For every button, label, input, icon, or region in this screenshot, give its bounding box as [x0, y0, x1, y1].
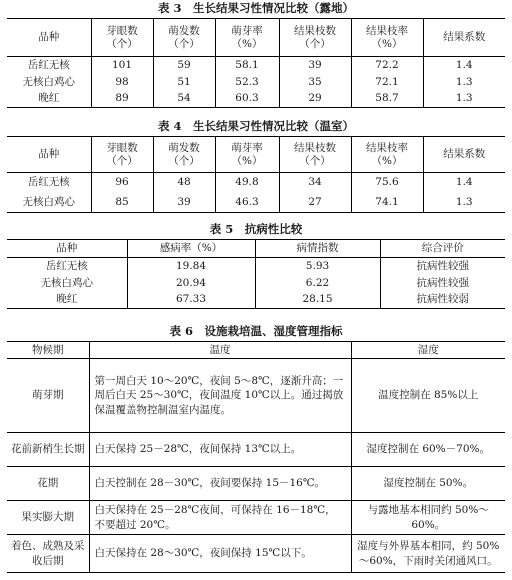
table6-cell: 白天保持在 25－28℃夜间，可保持在 16－18℃，不要超过 20℃。 — [89, 501, 351, 535]
table3-cell: 29 — [279, 91, 351, 108]
table-row — [7, 467, 505, 501]
table6-cell: 花期 — [7, 467, 89, 501]
table4-header-cell: 结果系数 — [423, 137, 505, 173]
table4-cell: 74.1 — [351, 193, 423, 213]
table6-cell: 温度控制在 85%以上 — [351, 359, 505, 433]
table6-cell: 萌芽期 — [7, 359, 89, 433]
table6-cell: 与露地基本相同约 50%～60%。 — [351, 501, 505, 535]
table4-cell: 96 — [91, 173, 153, 193]
table-row — [7, 193, 505, 213]
table-row — [7, 173, 505, 193]
table-row — [7, 74, 505, 91]
table6-cell: 湿度控制在 60%－70%。 — [351, 433, 505, 467]
table5-cell: 19.84 — [127, 258, 255, 275]
table3-cell: 89 — [91, 91, 153, 108]
table5-header-cell: 品种 — [7, 240, 127, 258]
table4-cell: 39 — [153, 193, 215, 213]
table5-cell: 抗病性较弱 — [380, 292, 505, 309]
table3-header-cell: 结果枝率 （%） — [351, 19, 423, 57]
table6-caption: 表 6 设施栽培温、湿度管理指标 — [169, 324, 343, 338]
table5-cell: 67.33 — [127, 292, 255, 309]
table4-header-cell: 品种 — [7, 137, 91, 173]
table6-cell: 白天控制在 28－30℃，夜间要保持 15－16℃。 — [89, 467, 351, 501]
table3-cell: 98 — [91, 74, 153, 91]
table3-cell: 58.1 — [215, 57, 279, 74]
table3-caption: 表 3 生长结果习性情况比较（露地） — [157, 1, 354, 15]
table5-header-cell: 病情指数 — [255, 240, 380, 258]
table5-header-cell: 感病率（%） — [127, 240, 255, 258]
table4 — [7, 136, 505, 213]
table3-cell: 无核白鸡心 — [22, 75, 75, 88]
table3-cell: 59 — [153, 57, 215, 74]
table3-header-cell: 结果系数 — [423, 19, 505, 57]
table3-cell: 岳红无核 — [27, 58, 70, 71]
table3-cell: 1.3 — [423, 74, 505, 91]
table3-cell: 101 — [91, 57, 153, 74]
table6-cell: 果实膨大期 — [7, 501, 89, 535]
table-row — [7, 535, 505, 573]
table4-header-row — [7, 137, 505, 173]
table4-cell: 85 — [91, 193, 153, 213]
table4-cell: 49.8 — [215, 173, 279, 193]
table5-caption: 表 5 抗病性比较 — [209, 222, 303, 236]
table5-cell: 6.22 — [255, 275, 380, 292]
table-row — [7, 501, 505, 535]
table6-cell: 白天保持在 28～30℃，夜间保持 15℃以下。 — [89, 535, 351, 573]
table3-header-cell: 萌芽率 （%） — [215, 19, 279, 57]
table4-caption: 表 4 生长结果习性情况比较（温室） — [157, 119, 354, 133]
table-row — [7, 359, 505, 433]
table5-cell: 抗病性较强 — [380, 275, 505, 292]
table3-cell: 晚红 — [7, 91, 91, 108]
table4-cell: 46.3 — [215, 193, 279, 213]
table5-cell: 28.15 — [255, 292, 380, 309]
table5-cell: 5.93 — [255, 258, 380, 275]
table3-cell: 54 — [153, 91, 215, 108]
table6-cell: 湿度控制在 50%。 — [351, 467, 505, 501]
table6-cell: 湿度与外界基本相同，约 50%～60%，下雨时关闭通风口。 — [351, 535, 505, 573]
table4-header-cell: 芽眼数 （个） — [91, 137, 153, 173]
table3-cell: 72.2 — [351, 57, 423, 74]
table4-cell: 1.3 — [423, 193, 505, 213]
table6-header-cell: 湿度 — [351, 342, 505, 359]
table3 — [7, 18, 505, 108]
table5-cell: 抗病性较强 — [380, 258, 505, 275]
table4-cell: 无核白鸡心 — [7, 193, 91, 213]
table4-header-cell: 萌芽率 （%） — [215, 137, 279, 173]
table3-cell: 1.3 — [423, 91, 505, 108]
table-row — [7, 258, 505, 275]
table4-header-cell: 萌发数 （个） — [153, 137, 215, 173]
table6-cell: 着色、成熟及采收后期 — [7, 535, 89, 573]
table3-cell: 52.3 — [215, 74, 279, 91]
table4-cell: 75.6 — [351, 173, 423, 193]
table6-cell: 花前新梢生长期 — [7, 433, 89, 467]
table4-header-cell: 结果枝率 （%） — [351, 137, 423, 173]
table6-cell: 第一周白天 10～20℃，夜间 5～8℃，逐渐升高；一周后白天 25～30℃，夜间温度 10℃以上。通过揭放保温覆盖物控制温室内温度。 — [89, 359, 351, 433]
table6 — [7, 341, 505, 573]
table5-cell: 岳红无核 — [45, 259, 88, 272]
table4-cell: 48 — [153, 173, 215, 193]
table6-header-row — [7, 342, 505, 359]
table3-header-cell: 品种 — [7, 19, 91, 57]
table5-header-cell: 综合评价 — [380, 240, 505, 258]
table5-header-row — [7, 240, 505, 258]
table5-cell: 20.94 — [127, 275, 255, 292]
table4-cell: 1.4 — [423, 173, 505, 193]
table-row — [7, 275, 505, 292]
table3-header-row — [7, 19, 505, 57]
table3-header-cell: 芽眼数 （个） — [91, 19, 153, 57]
table3-cell: 51 — [153, 74, 215, 91]
table3-cell: 39 — [279, 57, 351, 74]
table-row — [7, 57, 505, 74]
table6-header-cell: 物候期 — [7, 342, 89, 359]
table5-cell: 无核白鸡心 — [40, 276, 93, 289]
table3-cell: 58.7 — [351, 91, 423, 108]
table5-cell: 晚红 — [7, 292, 127, 309]
table4-cell: 34 — [279, 173, 351, 193]
table3-header-cell: 萌发数 （个） — [153, 19, 215, 57]
table6-header-cell: 温度 — [89, 342, 351, 359]
table4-header-cell: 结果枝数 （个） — [279, 137, 351, 173]
table3-cell: 1.4 — [423, 57, 505, 74]
table3-cell: 60.3 — [215, 91, 279, 108]
table4-cell: 岳红无核 — [27, 176, 70, 189]
table-row — [7, 292, 505, 309]
table-row — [7, 91, 505, 108]
table3-header-cell: 结果枝数 （个） — [279, 19, 351, 57]
table3-cell: 35 — [279, 74, 351, 91]
table5 — [7, 239, 505, 309]
table3-cell: 72.1 — [351, 74, 423, 91]
table4-cell: 27 — [279, 193, 351, 213]
table6-cell: 白天保持 25－28℃，夜间保持 13℃以上。 — [89, 433, 351, 467]
table-row — [7, 433, 505, 467]
